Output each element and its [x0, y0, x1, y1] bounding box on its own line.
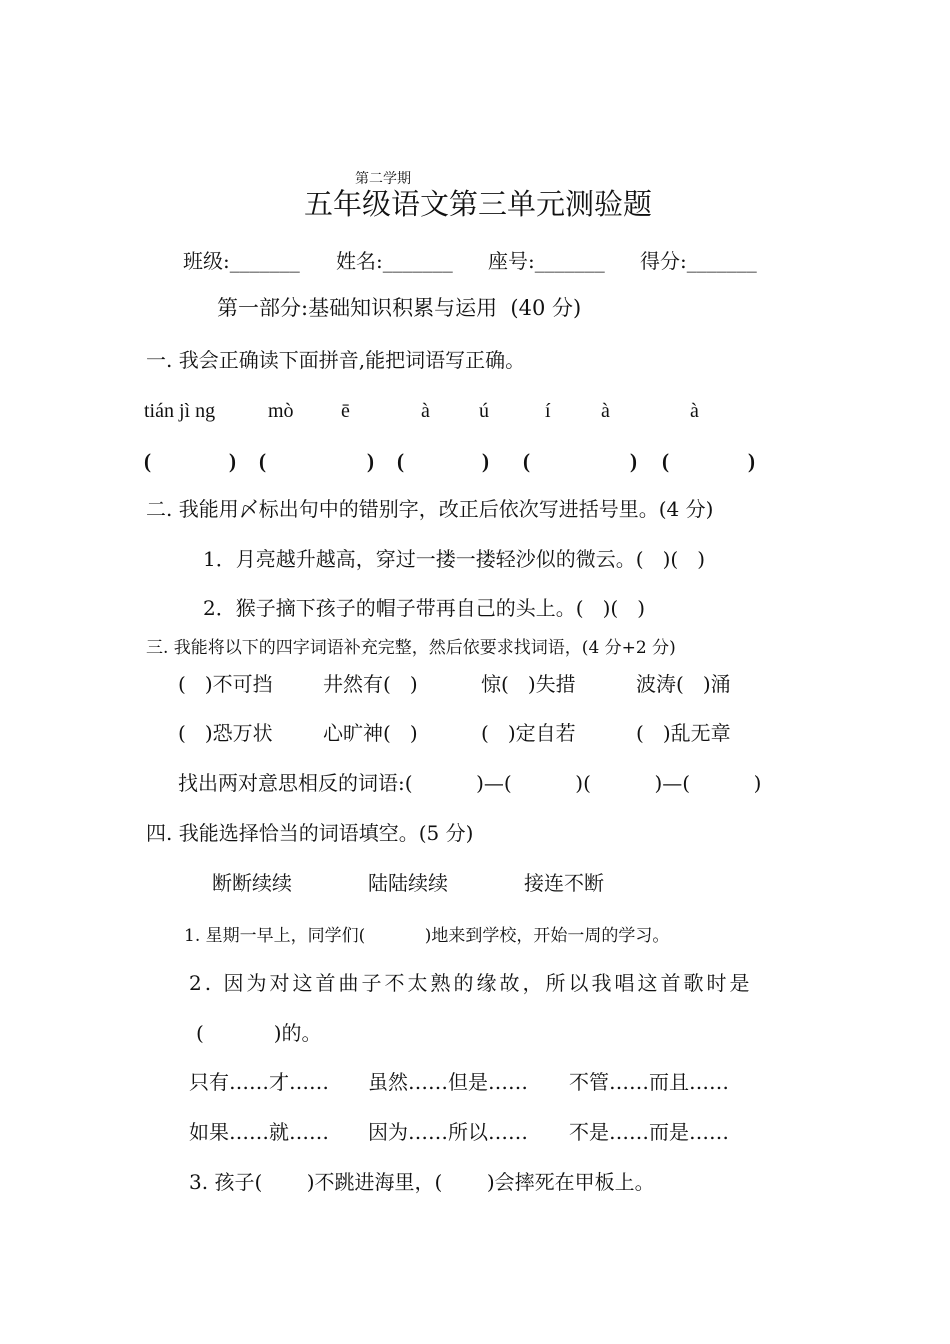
pinyin-5: ú: [479, 400, 489, 422]
idiom-3: 惊( )失措: [481, 672, 576, 696]
idiom-8: ( )乱无章: [636, 721, 731, 745]
word-choice-3: 接连不断: [524, 871, 604, 895]
question-4-item-2-line-2: ( )的。: [196, 1021, 322, 1045]
class-field: 班级:_______: [183, 249, 300, 273]
page-title: 五年级语文第三单元测验题: [304, 187, 653, 221]
answer-paren-open-5: (: [662, 449, 669, 473]
pinyin-8: à: [690, 400, 699, 422]
word-choice-2: 陆陆续续: [368, 871, 448, 895]
pinyin-1: tián jì ng: [144, 400, 216, 422]
question-4-item-1: 1. 星期一早上，同学们( )地来到学校，开始一周的学习。: [184, 926, 670, 946]
answer-paren-open-4: (: [523, 449, 530, 473]
conjunction-1: 只有……才……: [189, 1070, 329, 1094]
answer-paren-open-2: (: [259, 449, 266, 473]
question-4-item-3: 3. 孩子( )不跳进海里，( )会摔死在甲板上。: [189, 1170, 655, 1194]
name-field: 姓名:_______: [336, 249, 453, 273]
conjunction-5: 因为……所以……: [368, 1120, 528, 1144]
seat-field: 座号:_______: [488, 249, 605, 273]
answer-paren-open-3: (: [397, 449, 404, 473]
answer-paren-open-1: (: [144, 449, 151, 473]
answer-paren-close-5: ): [748, 449, 755, 473]
pinyin-2: mò: [268, 400, 294, 422]
pinyin-3: ē: [341, 400, 350, 422]
question-4-title: 四. 我能选择恰当的词语填空。(5 分): [146, 821, 474, 845]
conjunction-6: 不是……而是……: [569, 1120, 729, 1144]
idiom-1: ( )不可挡: [178, 672, 273, 696]
semester-label: 第二学期: [355, 171, 411, 187]
answer-paren-close-2: ): [367, 449, 374, 473]
answer-paren-close-1: ): [229, 449, 236, 473]
pinyin-6: í: [545, 400, 551, 422]
conjunction-4: 如果……就……: [189, 1120, 329, 1144]
conjunction-2: 虽然……但是……: [368, 1070, 528, 1094]
idiom-4: 波涛( )涌: [636, 672, 731, 696]
pinyin-7: à: [601, 400, 610, 422]
idiom-5: ( )恐万状: [178, 721, 273, 745]
answer-paren-close-3: ): [482, 449, 489, 473]
conjunction-3: 不管……而且……: [569, 1070, 729, 1094]
idiom-6: 心旷神( ): [323, 721, 418, 745]
part-title: 第一部分:基础知识积累与运用 (40 分): [217, 296, 582, 320]
question-1-title: 一. 我会正确读下面拼音,能把词语写正确。: [146, 348, 526, 372]
question-2-item-2: 2．猴子摘下孩子的帽子带再自己的头上。( )( ): [203, 596, 646, 620]
score-field: 得分:_______: [640, 249, 757, 273]
question-3-title: 三. 我能将以下的四字词语补充完整，然后依要求找词语，(4 分+2 分): [146, 638, 676, 658]
word-choice-1: 断断续续: [212, 871, 292, 895]
question-4-item-2-line-1: 2. 因为对这首曲子不太熟的缘故，所以我唱这首歌时是: [189, 971, 753, 995]
question-2-item-1: 1．月亮越升越高，穿过一搂一搂轻沙似的微云。( )( ): [203, 547, 706, 571]
idiom-7: ( )定自若: [481, 721, 576, 745]
pinyin-4: à: [421, 400, 430, 422]
antonym-prompt: 找出两对意思相反的词语:( )—( )( )—( ): [178, 771, 762, 795]
question-2-title: 二. 我能用〆标出句中的错别字，改正后依次写进括号里。(4 分): [146, 497, 714, 521]
idiom-2: 井然有( ): [323, 672, 418, 696]
answer-paren-close-4: ): [630, 449, 637, 473]
